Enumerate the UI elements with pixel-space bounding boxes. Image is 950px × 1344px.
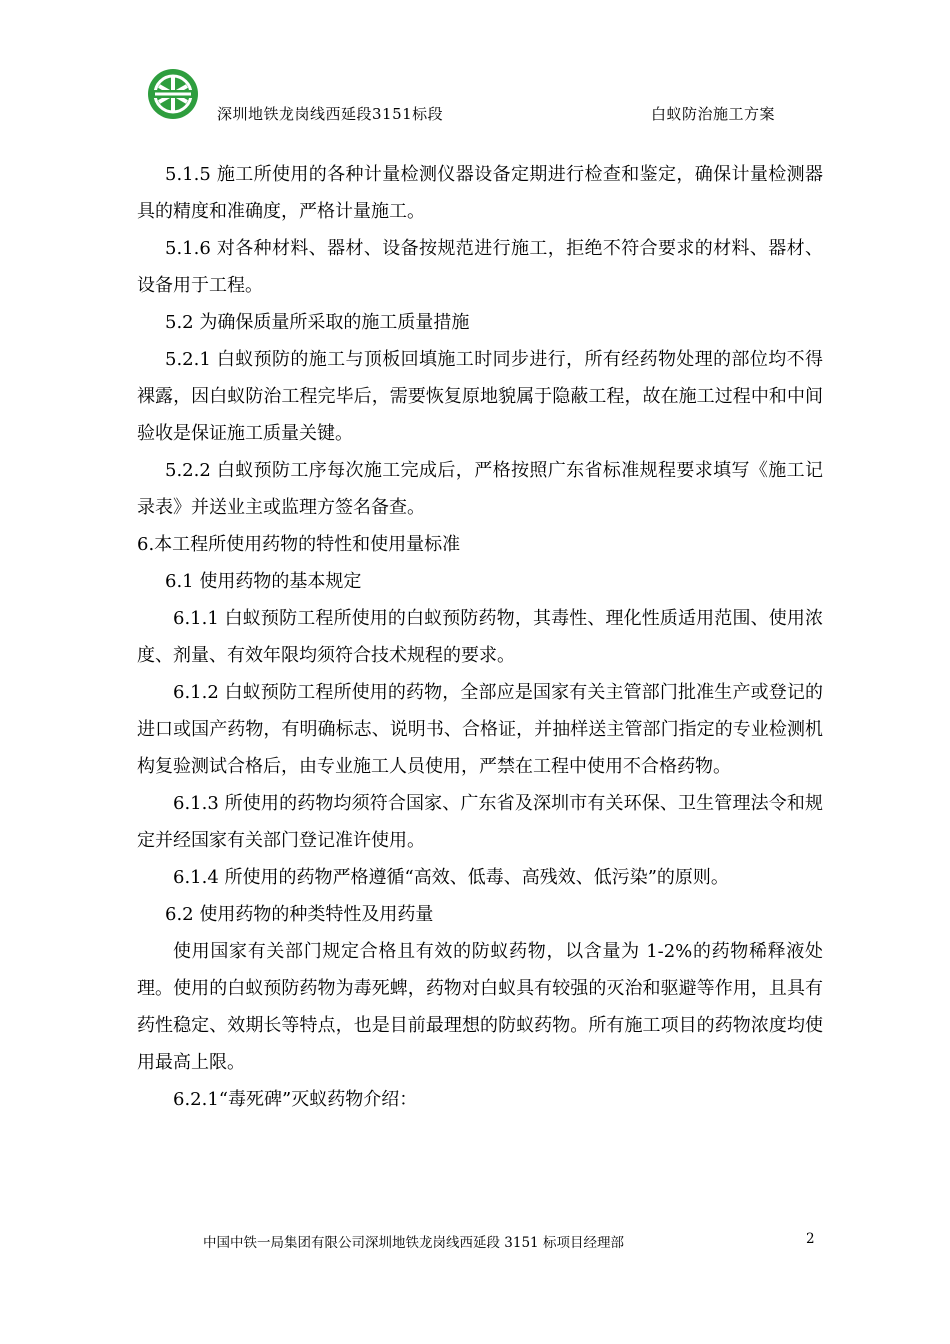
- page-number: 2: [806, 1231, 815, 1247]
- clause-6-1-1: 6.1.1 白蚁预防工程所使用的白蚁预防药物，其毒性、理化性质适用范围、使用浓度、剂量、有效年限均须符合技术规程的要求。: [137, 608, 823, 666]
- section-6-2-body: 使用国家有关部门规定合格且有效的防蚁药物，以含量为 1-2%的药物稀释液处理。使用的白蚁预防药物为毒死蜱，药物对白蚁具有较强的灭治和驱避等作用，且具有药性稳定、效期长等特点，也是目前最理想的防蚁药物。所有施工项目的药物浓度均使用最高上限。: [137, 941, 823, 1073]
- section-5-2-heading: 5.2 为确保质量所采取的施工质量措施: [165, 312, 470, 333]
- clause-6-2-1: 6.2.1“毒死碑”灭蚁药物介绍：: [173, 1089, 418, 1110]
- header-document-title: 白蚁防治施工方案: [651, 105, 776, 123]
- shenzhen-metro-logo-icon: [147, 68, 199, 120]
- section-6-heading: 6.本工程所使用药物的特性和使用量标准: [137, 534, 461, 555]
- section-6-2-heading: 6.2 使用药物的种类特性及用药量: [165, 904, 434, 925]
- clause-5-2-1: 5.2.1 白蚁预防的施工与顶板回填施工时同步进行，所有经药物处理的部位均不得裸露，因白蚁防治工程完毕后，需要恢复原地貌属于隐蔽工程，故在施工过程中和中间验收是保证施工质量关键。: [137, 349, 823, 444]
- header-project-title: 深圳地铁龙岗线西延段3151标段: [217, 105, 444, 123]
- clause-6-1-2: 6.1.2 白蚁预防工程所使用的药物，全部应是国家有关主管部门批准生产或登记的进口或国产药物，有明确标志、说明书、合格证，并抽样送主管部门指定的专业检测机构复验测试合格后，由专业施工人员使用，严禁在工程中使用不合格药物。: [137, 682, 823, 777]
- clause-6-1-3: 6.1.3 所使用的药物均须符合国家、广东省及深圳市有关环保、卫生管理法令和规定并经国家有关部门登记准许使用。: [137, 793, 823, 851]
- document-body: [137, 156, 823, 1118]
- clause-6-1-4: 6.1.4 所使用的药物严格遵循“高效、低毒、高残效、低污染”的原则。: [173, 867, 729, 888]
- clause-5-2-2: 5.2.2 白蚁预防工序每次施工完成后，严格按照广东省标准规程要求填写《施工记录表》并送业主或监理方签名备查。: [137, 460, 823, 518]
- clause-5-1-5: 5.1.5 施工所使用的各种计量检测仪器设备定期进行检查和鉴定，确保计量检测器具的精度和准确度，严格计量施工。: [137, 164, 823, 222]
- footer-company: 中国中铁一局集团有限公司深圳地铁龙岗线西延段 3151 标项目经理部: [203, 1235, 624, 1251]
- clause-5-1-6: 5.1.6 对各种材料、器材、设备按规范进行施工，拒绝不符合要求的材料、器材、设备用于工程。: [137, 238, 823, 296]
- section-6-1-heading: 6.1 使用药物的基本规定: [165, 571, 362, 592]
